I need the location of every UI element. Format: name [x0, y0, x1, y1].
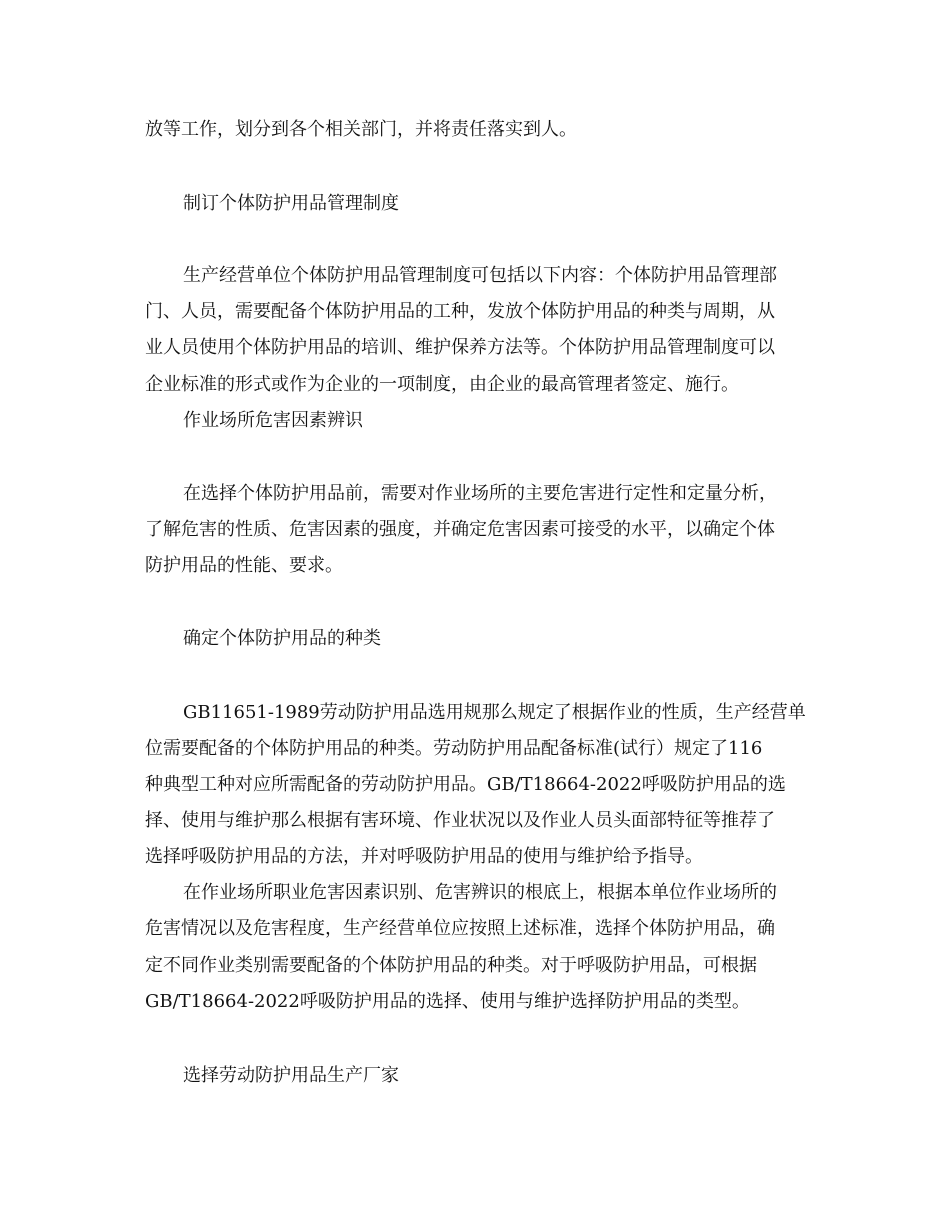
- paragraph-line: 防护用品的性能、要求。: [145, 555, 343, 576]
- paragraph-line: GB/T18664-2022呼吸防护用品的选择、使用与维护选择防护用品的类型。: [145, 991, 750, 1012]
- paragraph-line: 在选择个体防护用品前，需要对作业场所的主要危害进行定性和定量分析，: [183, 483, 777, 504]
- section-heading-manufacturer-selection: 选择劳动防护用品生产厂家: [183, 1065, 399, 1086]
- paragraph-line: 门、人员，需要配备个体防护用品的工种，发放个体防护用品的种类与周期，从: [145, 301, 775, 322]
- paragraph-line: 择、使用与维护那么根据有害环境、作业状况以及作业人员头面部特征等推荐了: [145, 810, 775, 831]
- section-heading-hazard-identification: 作业场所危害因素辨识: [183, 410, 363, 431]
- paragraph-line: GB11651-1989劳动防护用品选用规那么规定了根据作业的性质，生产经营单: [183, 702, 806, 723]
- paragraph-line: 业人员使用个体防护用品的培训、维护保养方法等。个体防护用品管理制度可以: [145, 337, 775, 358]
- paragraph-line: 位需要配备的个体防护用品的种类。劳动防护用品配备标准(试行）规定了116: [145, 738, 763, 759]
- paragraph-line: 企业标准的形式或作为企业的一项制度，由企业的最高管理者签定、施行。: [145, 374, 739, 395]
- paragraph-line: 种典型工种对应所需配备的劳动防护用品。GB/T18664-2022呼吸防护用品的选: [145, 774, 786, 795]
- paragraph-line: 了解危害的性质、危害因素的强度，并确定危害因素可接受的水平，以确定个体: [145, 519, 775, 540]
- paragraph-line: 定不同作业类别需要配备的个体防护用品的种类。对于呼吸防护用品，可根据: [145, 955, 757, 976]
- paragraph-line: 选择呼吸防护用品的方法，并对呼吸防护用品的使用与维护给予指导。: [145, 846, 703, 867]
- section-heading-ppe-types: 确定个体防护用品的种类: [183, 628, 381, 649]
- paragraph-line: 危害情况以及危害程度，生产经营单位应按照上述标准，选择个体防护用品，确: [145, 918, 775, 939]
- paragraph-line: 在作业场所职业危害因素识别、危害辨识的根底上，根据本单位作业场所的: [183, 882, 777, 903]
- section-heading-management-system: 制订个体防护用品管理制度: [183, 193, 399, 214]
- paragraph-line: 生产经营单位个体防护用品管理制度可包括以下内容：个体防护用品管理部: [183, 265, 777, 286]
- paragraph-line: 放等工作，划分到各个相关部门，并将责任落实到人。: [145, 119, 577, 140]
